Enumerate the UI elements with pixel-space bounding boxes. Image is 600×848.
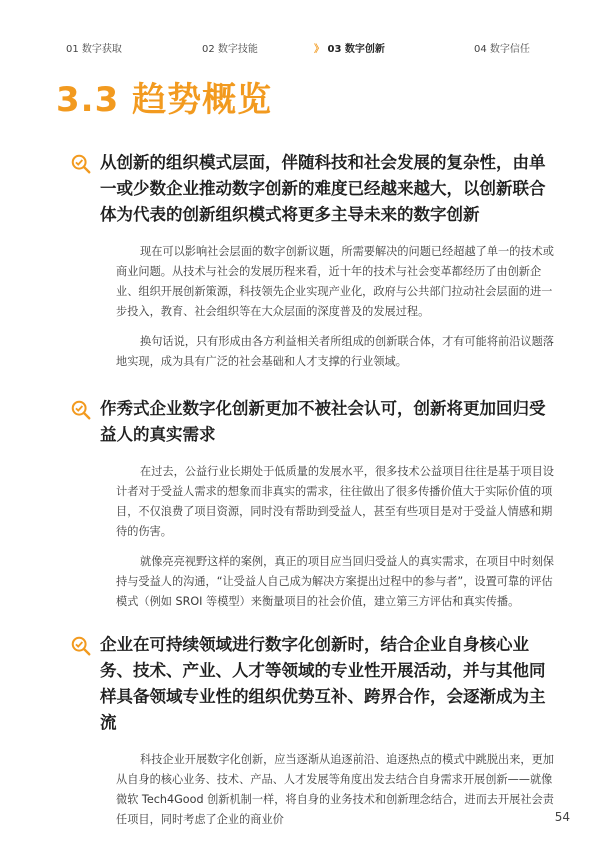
paragraph: 就像亮亮视野这样的案例，真正的项目应当回归受益人的真实需求，在项目中时刻保持与受益人的沟通，“让受益人自己成为解决方案提出过程中的参与者”，设置可靠的评估模式（例如 SROI 等模型）来衡量项目的社会价值，建立第三方评估和真实传播。 (116, 555, 554, 608)
magnifier-check-icon (70, 635, 92, 657)
nav-item-04[interactable]: 04 数字信任 (474, 44, 530, 55)
section-3 (66, 632, 554, 830)
nav-item-02[interactable]: 02 数字技能 (202, 44, 258, 55)
section-heading (66, 150, 554, 228)
section-heading (66, 632, 554, 736)
section-2 (66, 396, 554, 612)
chevron-right-icon: 》 (314, 44, 322, 55)
section-1 (66, 150, 554, 372)
nav-item-01[interactable]: 01 数字获取 (66, 44, 122, 55)
paragraph: 现在可以影响社会层面的数字创新议题，所需要解决的问题已经超越了单一的技术或商业问题。从技术与社会的发展历程来看，近十年的技术与社会变革都经历了由创新企业、组织开展创新策源，科技领先企业实现产业化，政府与公共部门拉动社会层面的进一步投入，教育、社会组织等在大众层面的深度普及的发展过程。 (116, 245, 554, 318)
page-number: 54 (554, 810, 570, 824)
section-heading-text: 企业在可持续领域进行数字化创新时，结合企业自身核心业务、技术、产业、人才等领域的专业性开展活动，并与其他同样具备领域专业性的组织优势互补、跨界合作，会逐渐成为主流 (100, 635, 546, 732)
paragraph: 科技企业开展数字化创新，应当逐渐从追逐前沿、追逐热点的模式中跳脱出来，更加从自身的核心业务、技术、产品、人才发展等角度出发去结合自身需求开展创新——就像微软 Tech4Good 创新机制一样，将自身的业务技术和创新理念结合，进而去开展社会责任项目，同时考虑了企业的商业价 (116, 753, 554, 826)
section-heading-text: 从创新的组织模式层面，伴随科技和社会发展的复杂性，由单一或少数企业推动数字创新的难度已经越来越大，以创新联合体为代表的创新组织模式将更多主导未来的数字创新 (100, 153, 546, 224)
magnifier-check-icon (70, 399, 92, 421)
section-heading (66, 396, 554, 448)
section-heading-text: 作秀式企业数字化创新更加不被社会认可，创新将更加回归受益人的真实需求 (100, 399, 546, 444)
page-title: 3.3 趋势概览 (56, 80, 273, 120)
magnifier-check-icon (70, 153, 92, 175)
chapter-nav (66, 40, 546, 56)
nav-item-03-active[interactable] (314, 40, 385, 55)
paragraph: 换句话说，只有形成由各方利益相关者所组成的创新联合体，才有可能将前沿议题落地实现，成为具有广泛的社会基础和人才支撑的行业领域。 (116, 335, 554, 368)
paragraph: 在过去，公益行业长期处于低质量的发展水平，很多技术公益项目往往是基于项目设计者对于受益人需求的想象而非真实的需求，往往做出了很多传播价值大于实际价值的项目，不仅浪费了项目资源，同时没有帮助到受益人，甚至有些项目是对于受益人情感和期待的伤害。 (116, 465, 554, 538)
nav-item-03-label: 03 数字创新 (327, 44, 385, 55)
